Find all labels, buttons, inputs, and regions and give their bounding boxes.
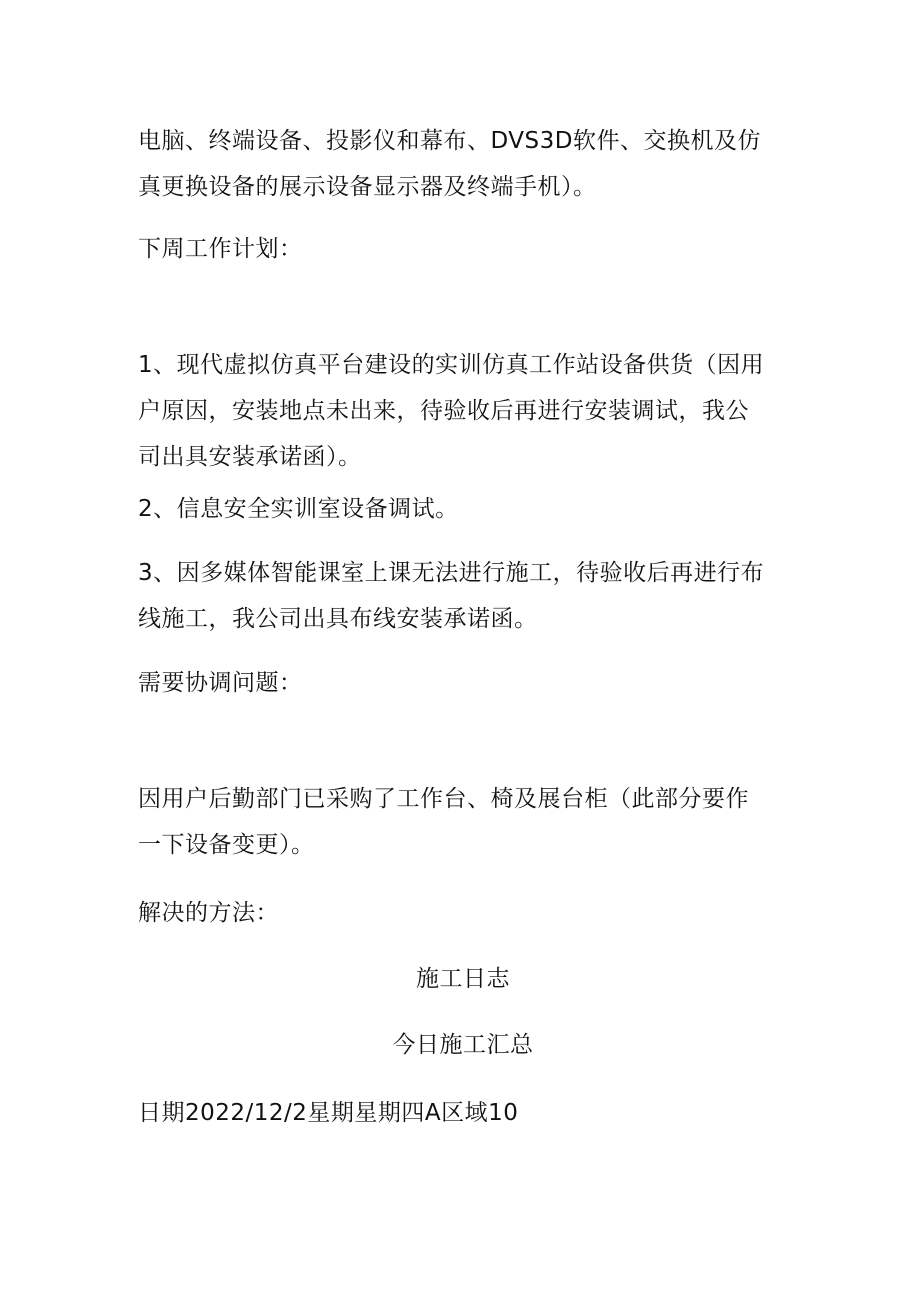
log-title: 施工日志 xyxy=(416,966,510,992)
coordination-text-line: 因用户后勤部门已采购了工作台、椅及展台柜（此部分要作 xyxy=(138,786,749,812)
coordination-text-line: 一下设备变更）。 xyxy=(138,832,315,858)
paragraph-line: 真更换设备的展示设备显示器及终端手机）。 xyxy=(138,174,597,200)
plan-item-3 xyxy=(138,550,788,642)
plan-item-line: 户原因，安装地点未出来，待验收后再进行安装调试，我公 xyxy=(138,398,749,424)
plan-item-line: 1、现代虚拟仿真平台建设的实训仿真工作站设备供货（因用 xyxy=(138,352,765,378)
date-line: 日期2022/12/2星期星期四A区域10 xyxy=(138,1100,519,1126)
plan-item-line: 2、信息安全实训室设备调试。 xyxy=(138,496,459,522)
plan-item-line: 线施工，我公司出具布线安装承诺函。 xyxy=(138,606,538,632)
document-page xyxy=(138,118,788,1136)
log-subtitle: 今日施工汇总 xyxy=(392,1032,534,1058)
paragraph-line: 电脑、终端设备、投影仪和幕布、DVS3D软件、交换机及仿 xyxy=(138,128,761,154)
plan-item-1 xyxy=(138,342,788,480)
plan-item-2 xyxy=(138,486,788,532)
plan-item-line: 司出具安装承诺函）。 xyxy=(138,444,362,470)
plan-item-line: 3、因多媒体智能课室上课无法进行施工，待验收后再进行布 xyxy=(138,560,765,586)
coordination-heading: 需要协调问题： xyxy=(138,670,303,696)
solution-heading: 解决的方法： xyxy=(138,900,279,926)
next-week-plan-heading: 下周工作计划： xyxy=(138,236,303,262)
